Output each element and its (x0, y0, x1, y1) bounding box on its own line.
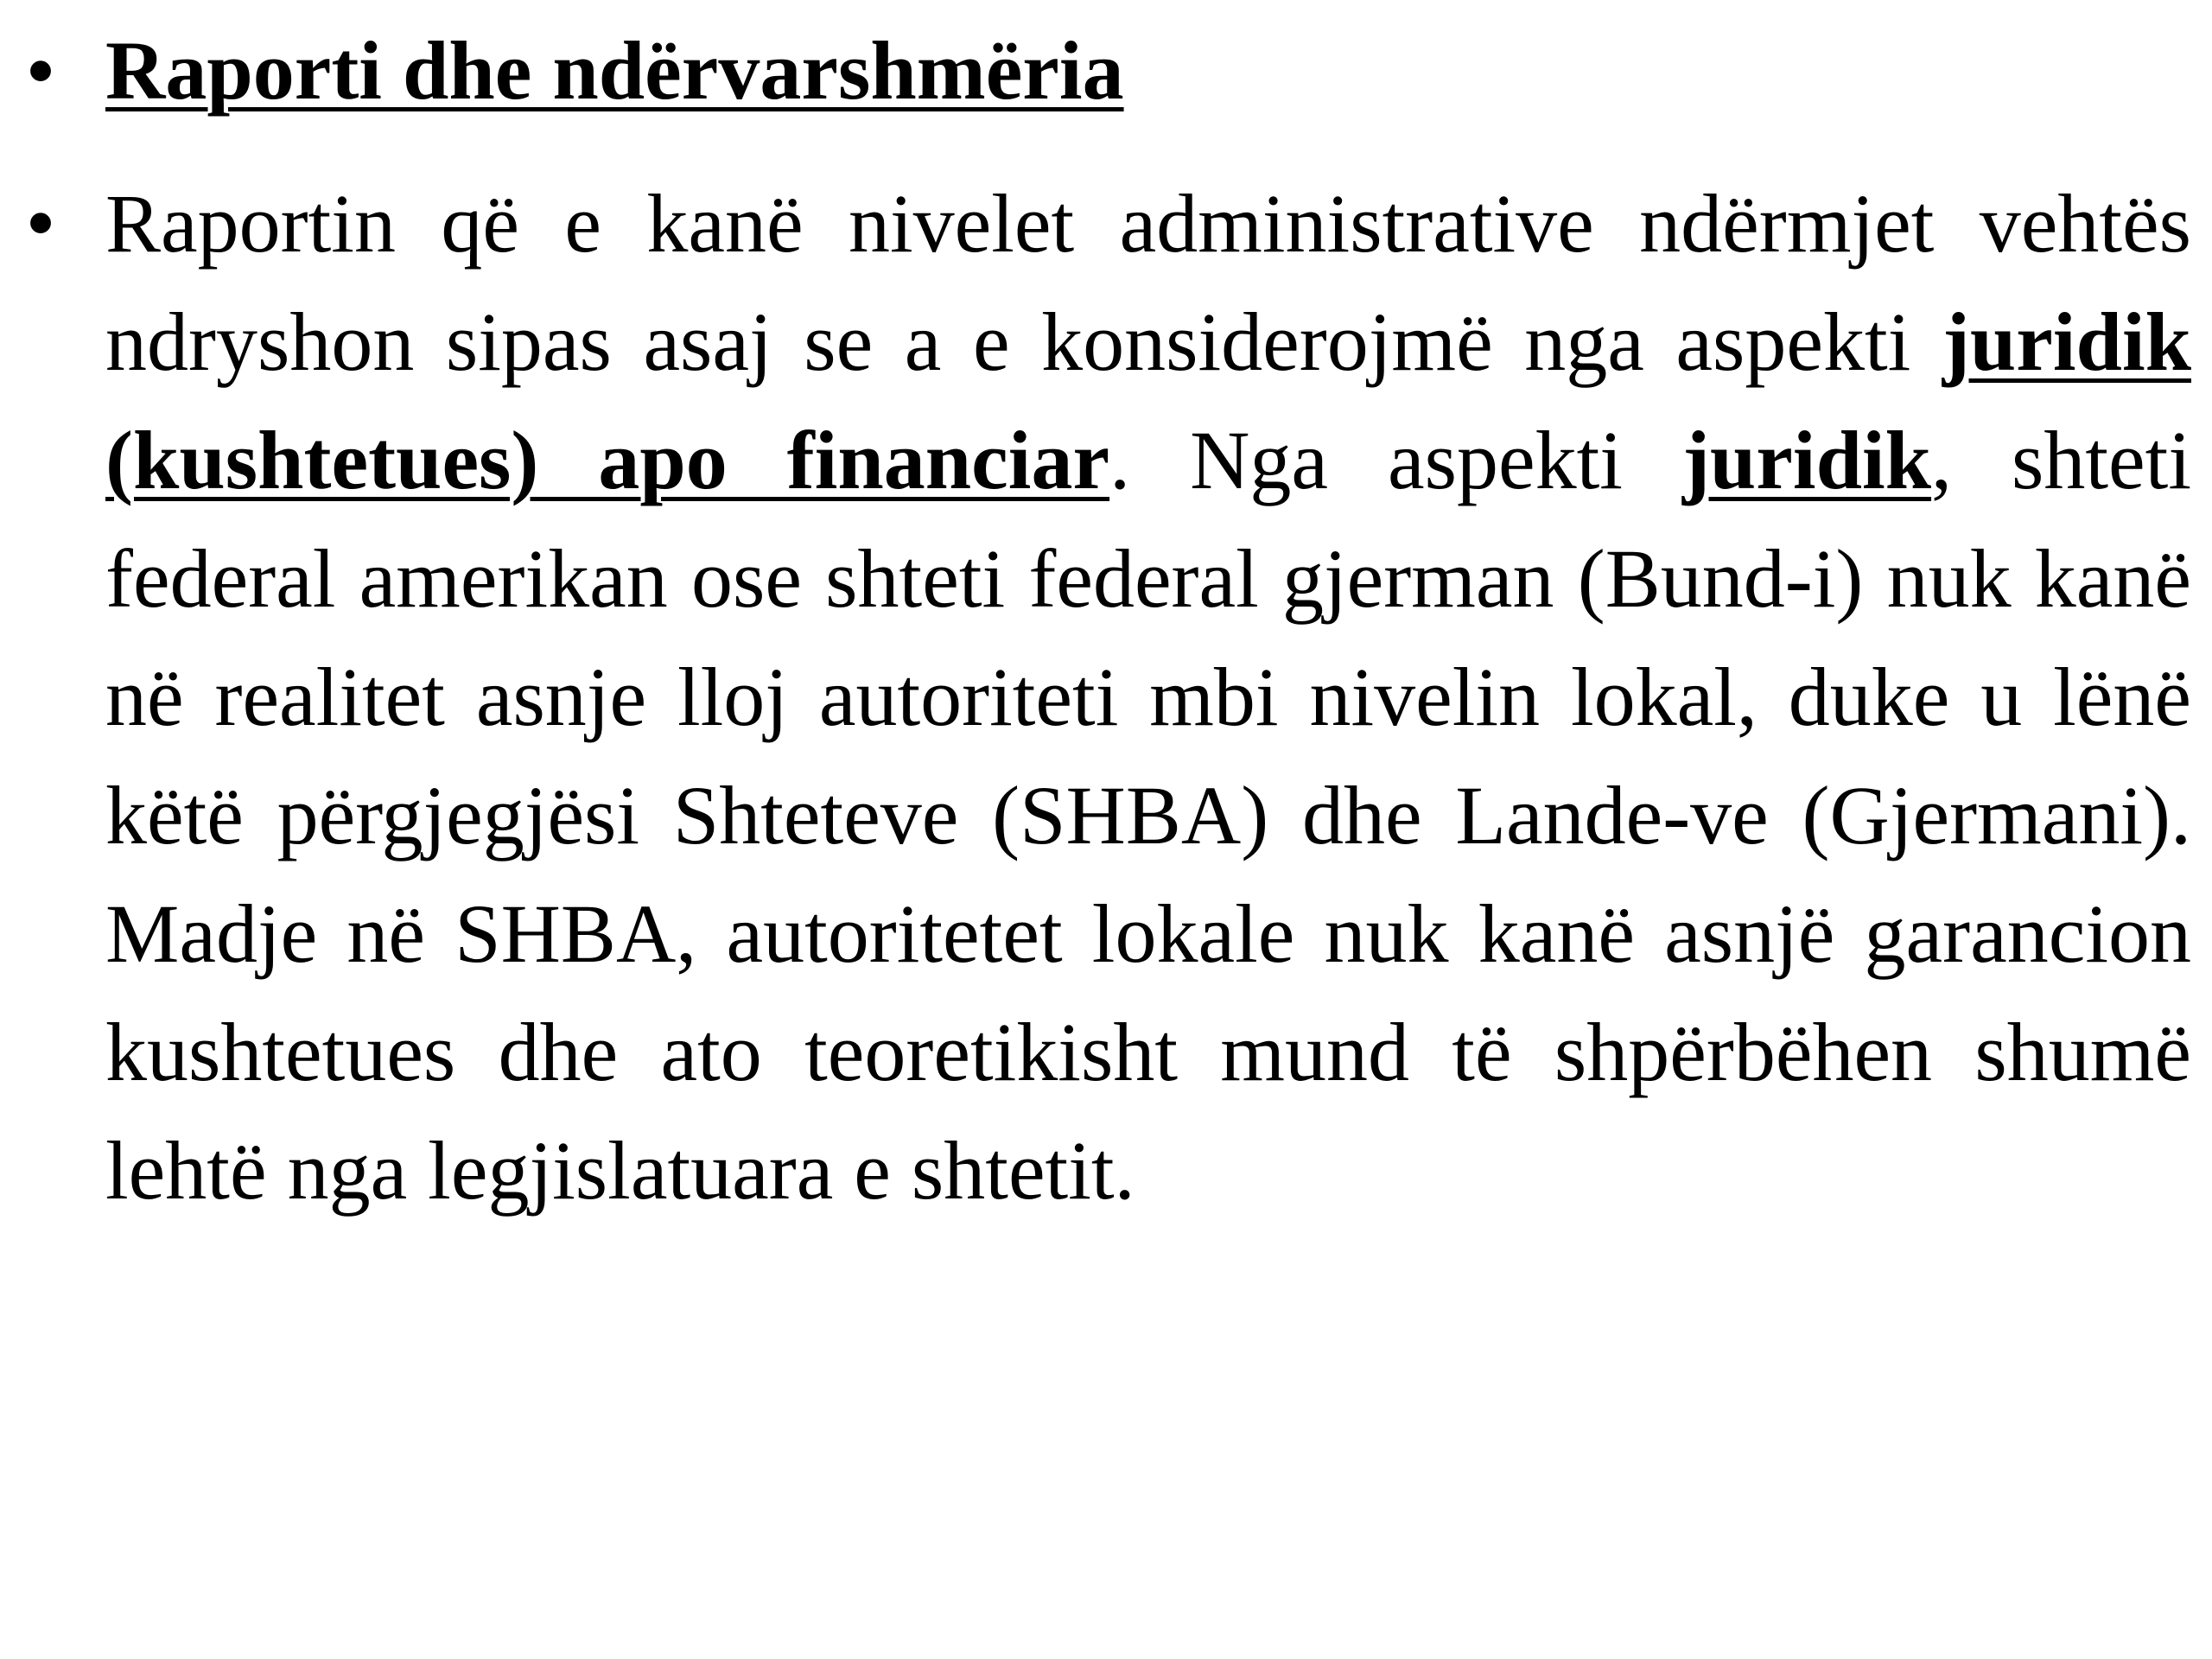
paragraph-text-segment: Raportin që e kanë nivelet administrative ndërmjet vehtës ndryshon sipas asaj se a e konsiderojmë nga aspekti (105, 177, 2191, 388)
paragraph-text-segment: , shteti federal amerikan ose shteti federal gjerman (Bund-i) nuk kanë në realitet asnje lloj autoriteti mbi nivelin lokal, duke u lënë këtë përgjegjësi Shteteve (SHBA) dhe Lande-ve (Gjermani). Madje në SHBA, autoritetet lokale nuk kanë asnjë garancion kushtetues dhe ato teoretikisht mund të shpërbëhen shumë lehtë nga legjislatuara e shtetit. (105, 414, 2192, 1217)
section-heading: Raporti dhe ndërvarshmëria (105, 24, 1124, 117)
emphasized-term: juridik (kushtetues) apo financiar (105, 296, 2191, 506)
bullet-point-icon: • (25, 175, 56, 270)
paragraph-text-segment: . Nga aspekti (1109, 414, 1682, 506)
body-paragraph (105, 164, 2191, 1230)
bullet-point-icon: • (25, 22, 56, 118)
emphasized-term: juridik (1681, 414, 1932, 506)
